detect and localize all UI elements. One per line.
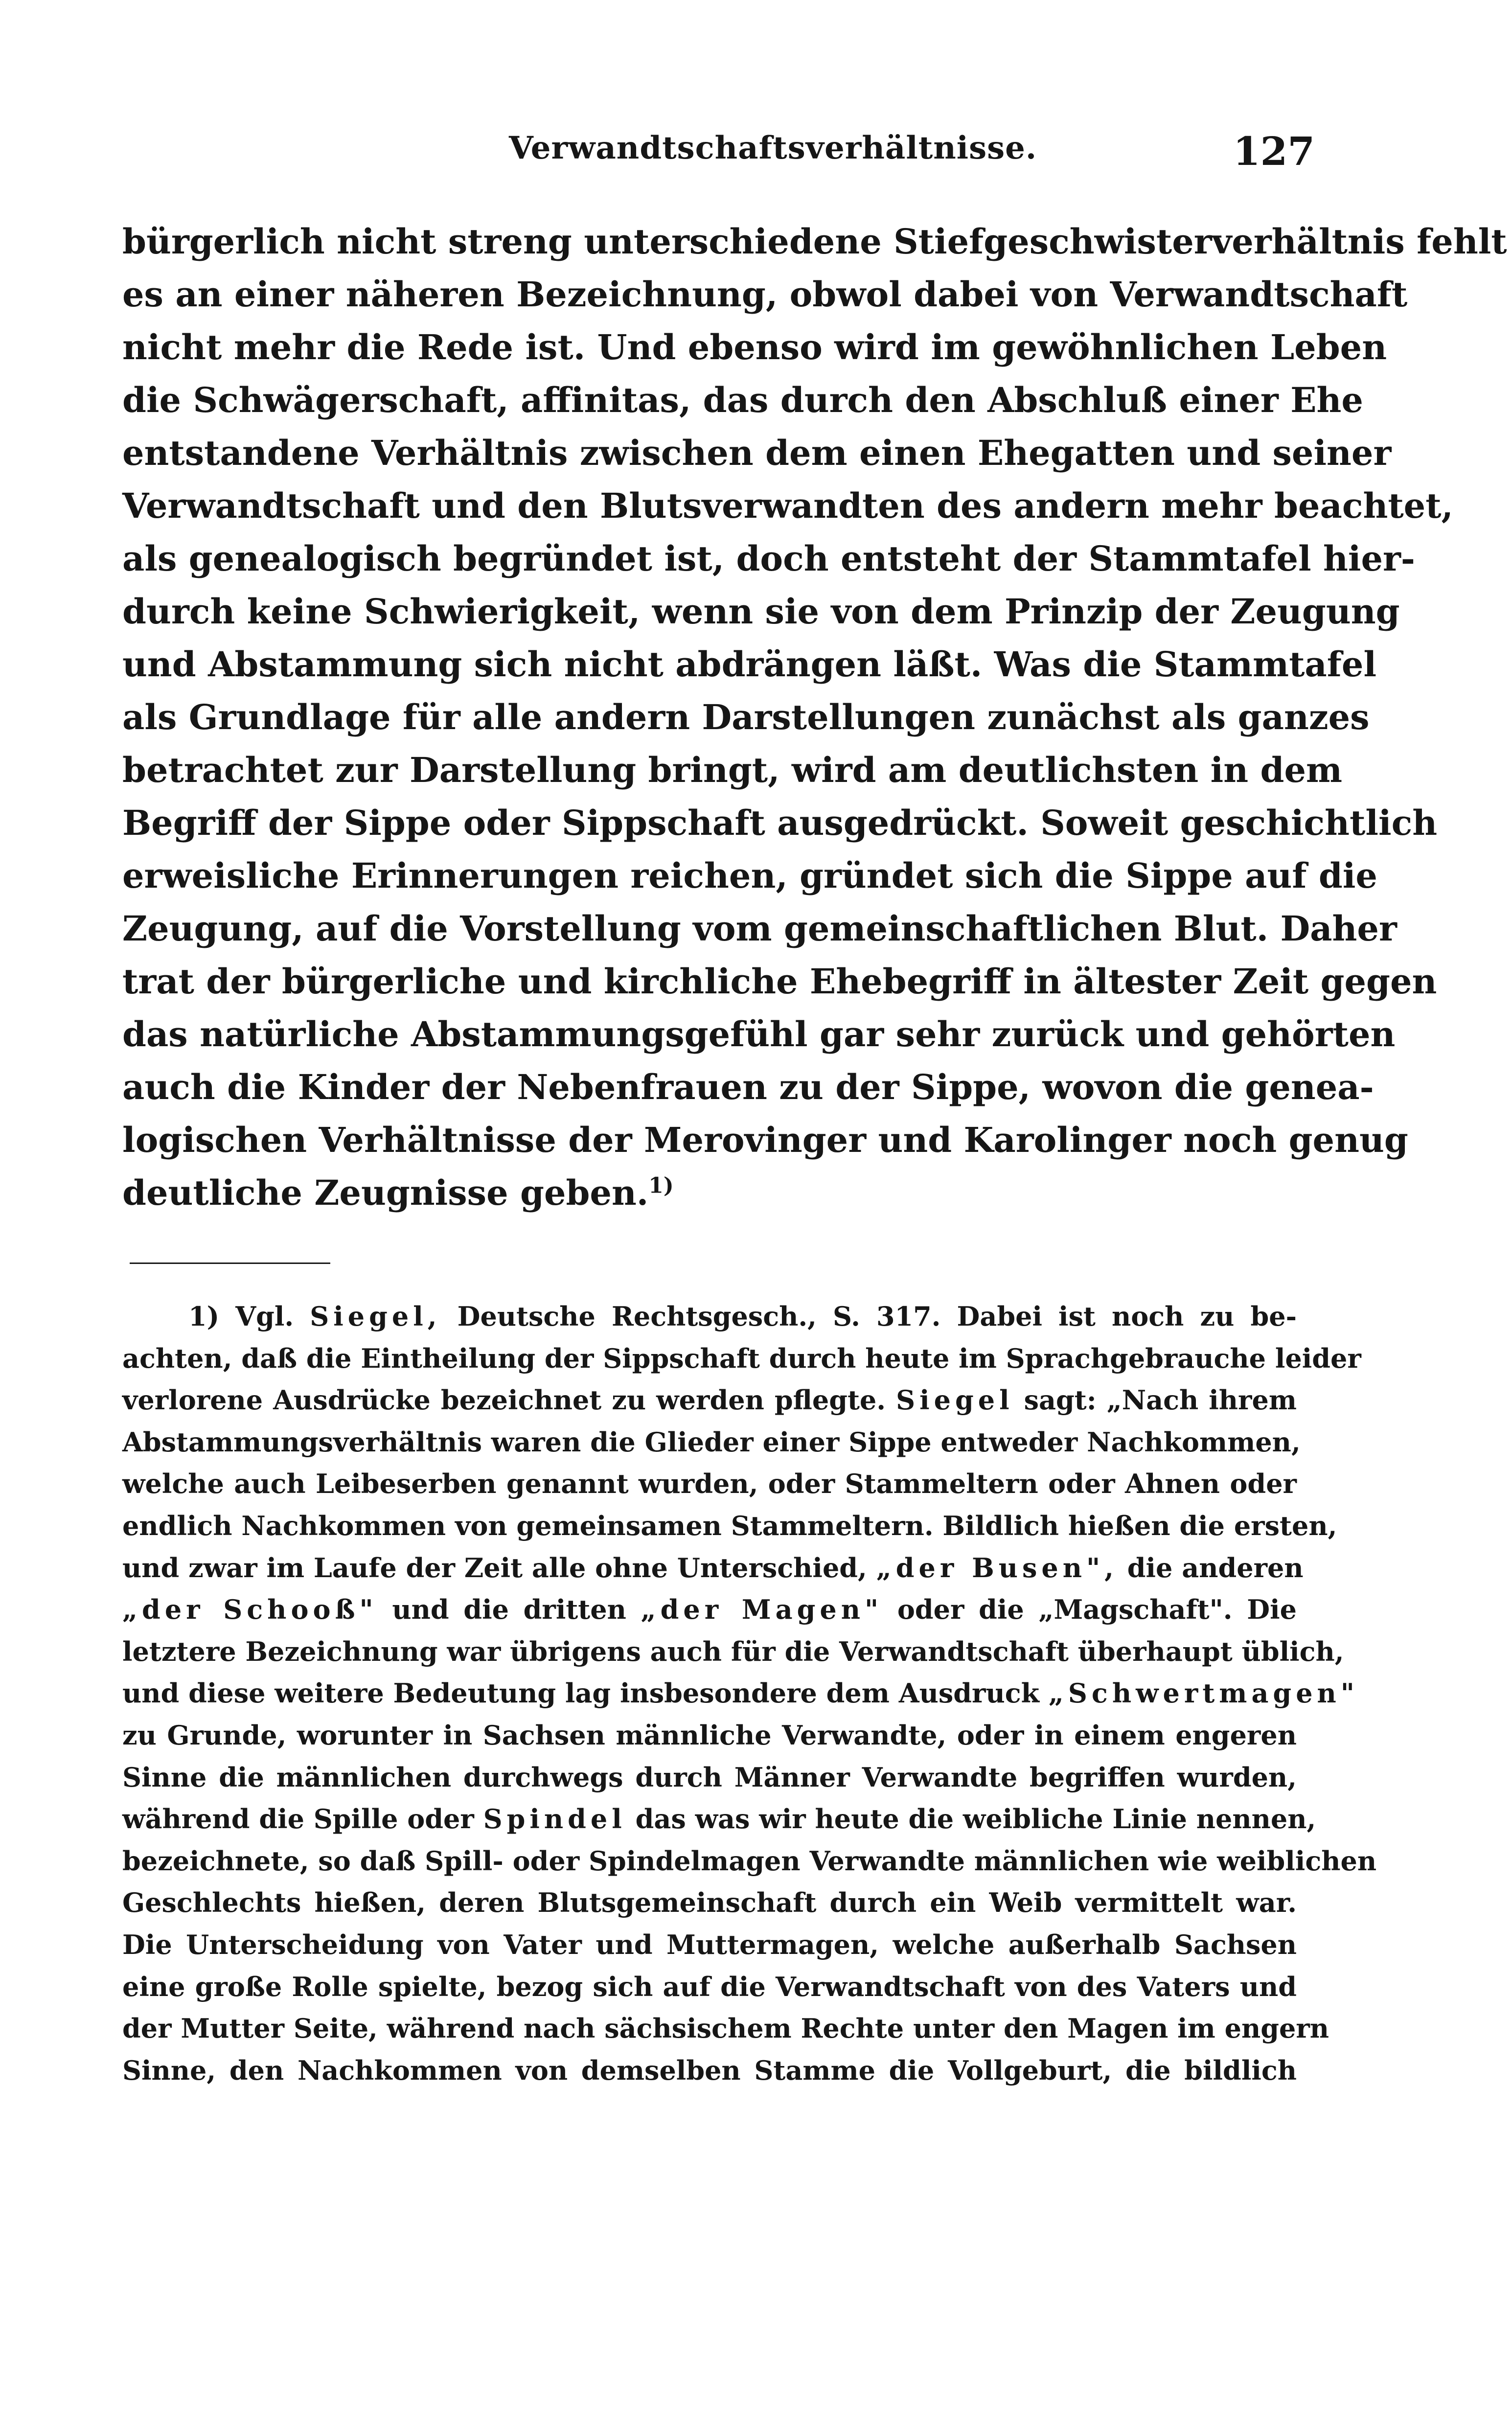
term-spaced: „Schwertmagen" — [1048, 1677, 1359, 1709]
text-line-last — [122, 1167, 1297, 1219]
footnote-reference[interactable]: 1) — [648, 1173, 674, 1198]
footnote-marker: 1) — [188, 1301, 220, 1332]
text-line: bürgerlich nicht streng unterschiedene Stiefgeschwisterverhältnis fehlt — [122, 221, 1507, 262]
text-line: Begriff der Sippe oder Sippschaft ausgedrückt. Soweit geschichtlich — [122, 803, 1438, 843]
footnote-line — [122, 1798, 1316, 1840]
footnote-text: verlorene Ausdrücke bezeichnet zu werden pflegte. — [122, 1384, 886, 1416]
footnote-line: eine große Rolle spielte, bezog sich auf die Verwandtschaft von des Vaters und — [122, 1971, 1297, 2002]
author-name-spaced: Siegel, — [310, 1301, 441, 1332]
footnote-line — [122, 1589, 1297, 1631]
text-line: betrachtet zur Darstellung bringt, wird am deutlichsten in dem — [122, 750, 1343, 790]
text-line: Verwandtschaft und den Blutsverwandten des andern mehr beachtet, — [122, 485, 1453, 526]
text-line: als Grundlage für alle andern Darstellungen zunächst als ganzes — [122, 697, 1370, 737]
text-line: das natürliche Abstammungsgefühl gar sehr zurück und gehörten — [122, 1014, 1396, 1055]
text-line: Zeugung, auf die Vorstellung vom gemeinschaftlichen Blut. Daher — [122, 908, 1397, 949]
page-number: 127 — [1233, 128, 1315, 174]
text-line: durch keine Schwierigkeit, wenn sie von dem Prinzip der Zeugung — [122, 591, 1400, 632]
footnote-line — [122, 1547, 1304, 1589]
footnote-text: und die dritten — [392, 1594, 626, 1626]
footnote-text: Vgl. — [235, 1301, 294, 1332]
footnote-line: bezeichnete, so daß Spill- oder Spindelmagen Verwandte männlichen wie weiblichen — [122, 1845, 1377, 1877]
footnote-line: der Mutter Seite, während nach sächsischem Rechte unter den Magen im engern — [122, 2013, 1329, 2044]
footnote-text: und diese weitere Bedeutung lag insbesondere dem Ausdruck — [122, 1677, 1040, 1709]
footnote-text: während die Spille oder — [122, 1803, 474, 1835]
footnote-line — [122, 1296, 1297, 1338]
footnote-line: Abstammungsverhältnis waren die Glieder einer Sippe entweder Nachkommen, — [122, 1426, 1301, 1458]
term-spaced: „der Magen" — [641, 1594, 883, 1626]
footnote-separator-rule — [130, 1262, 330, 1264]
footnote-text: das was wir heute die weibliche Linie nennen, — [635, 1803, 1316, 1835]
text-line: logischen Verhältnisse der Merovinger und Karolinger noch genug — [122, 1120, 1408, 1160]
term-spaced: „der Busen", — [876, 1552, 1118, 1584]
footnote-line: Sinne, den Nachkommen von demselben Stamme die Vollgeburt, die bildlich — [122, 2054, 1297, 2086]
footnote-text: sagt: „Nach ihrem — [1024, 1384, 1297, 1416]
footnote-line: Geschlechts hießen, deren Blutsgemeinschaft durch ein Weib vermittelt war. — [122, 1887, 1297, 1919]
main-text-block — [122, 215, 1507, 1219]
text-line: entstandene Verhältnis zwischen dem einen Ehegatten und seiner — [122, 433, 1392, 473]
text-line: und Abstammung sich nicht abdrängen läßt. Was die Stammtafel — [122, 644, 1377, 685]
footnote-text: die anderen — [1127, 1552, 1304, 1584]
footnote-line: Sinne die männlichen durchwegs durch Männer Verwandte begriffen wurden, — [122, 1761, 1297, 1793]
text-line: auch die Kinder der Nebenfrauen zu der Sippe, wovon die genea- — [122, 1067, 1374, 1107]
term-spaced: Spindel — [483, 1803, 626, 1835]
last-line-text: deutliche Zeugnisse geben. — [122, 1172, 649, 1213]
text-line: die Schwägerschaft, affinitas, das durch den Abschluß einer Ehe — [122, 380, 1363, 420]
text-line: es an einer näheren Bezeichnung, obwol dabei von Verwandtschaft — [122, 274, 1408, 315]
footnote-line: endlich Nachkommen von gemeinsamen Stammeltern. Bildlich hießen die ersten, — [122, 1510, 1337, 1541]
footnote-text: oder die „Magschaft". Die — [897, 1594, 1297, 1626]
footnote-line: welche auch Leibeserben genannt wurden, oder Stammeltern oder Ahnen oder — [122, 1468, 1297, 1500]
footnote-line: achten, daß die Eintheilung der Sippschaft durch heute im Sprachgebrauche leider — [122, 1342, 1361, 1374]
footnote-text: Deutsche Rechtsgesch., S. 317. Dabei ist noch zu be- — [457, 1301, 1297, 1332]
running-title: Verwandtschaftsverhältnisse. — [509, 130, 1037, 166]
footnote-line: zu Grunde, worunter in Sachsen männliche Verwandte, oder in einem engeren — [122, 1719, 1297, 1751]
footnote-line: Die Unterscheidung von Vater und Muttermagen, welche außerhalb Sachsen — [122, 1928, 1297, 1960]
text-line: erweisliche Erinnerungen reichen, gründet sich die Sippe auf die — [122, 855, 1377, 896]
footnote-line — [122, 1379, 1297, 1422]
text-line: als genealogisch begründet ist, doch entsteht der Stammtafel hier- — [122, 538, 1415, 579]
footnote-text: und zwar im Laufe der Zeit alle ohne Unterschied, — [122, 1552, 867, 1584]
footnote-block — [122, 1296, 1377, 2091]
footnote-line — [122, 1673, 1359, 1715]
author-name-spaced: Siegel — [896, 1384, 1014, 1416]
text-line: trat der bürgerliche und kirchliche Ehebegriff in ältester Zeit gegen — [122, 961, 1437, 1002]
text-line: nicht mehr die Rede ist. Und ebenso wird im gewöhnlichen Leben — [122, 327, 1387, 367]
term-spaced: „der Schooß" — [122, 1594, 378, 1626]
footnote-line: letztere Bezeichnung war übrigens auch für die Verwandtschaft überhaupt üblich, — [122, 1635, 1344, 1667]
